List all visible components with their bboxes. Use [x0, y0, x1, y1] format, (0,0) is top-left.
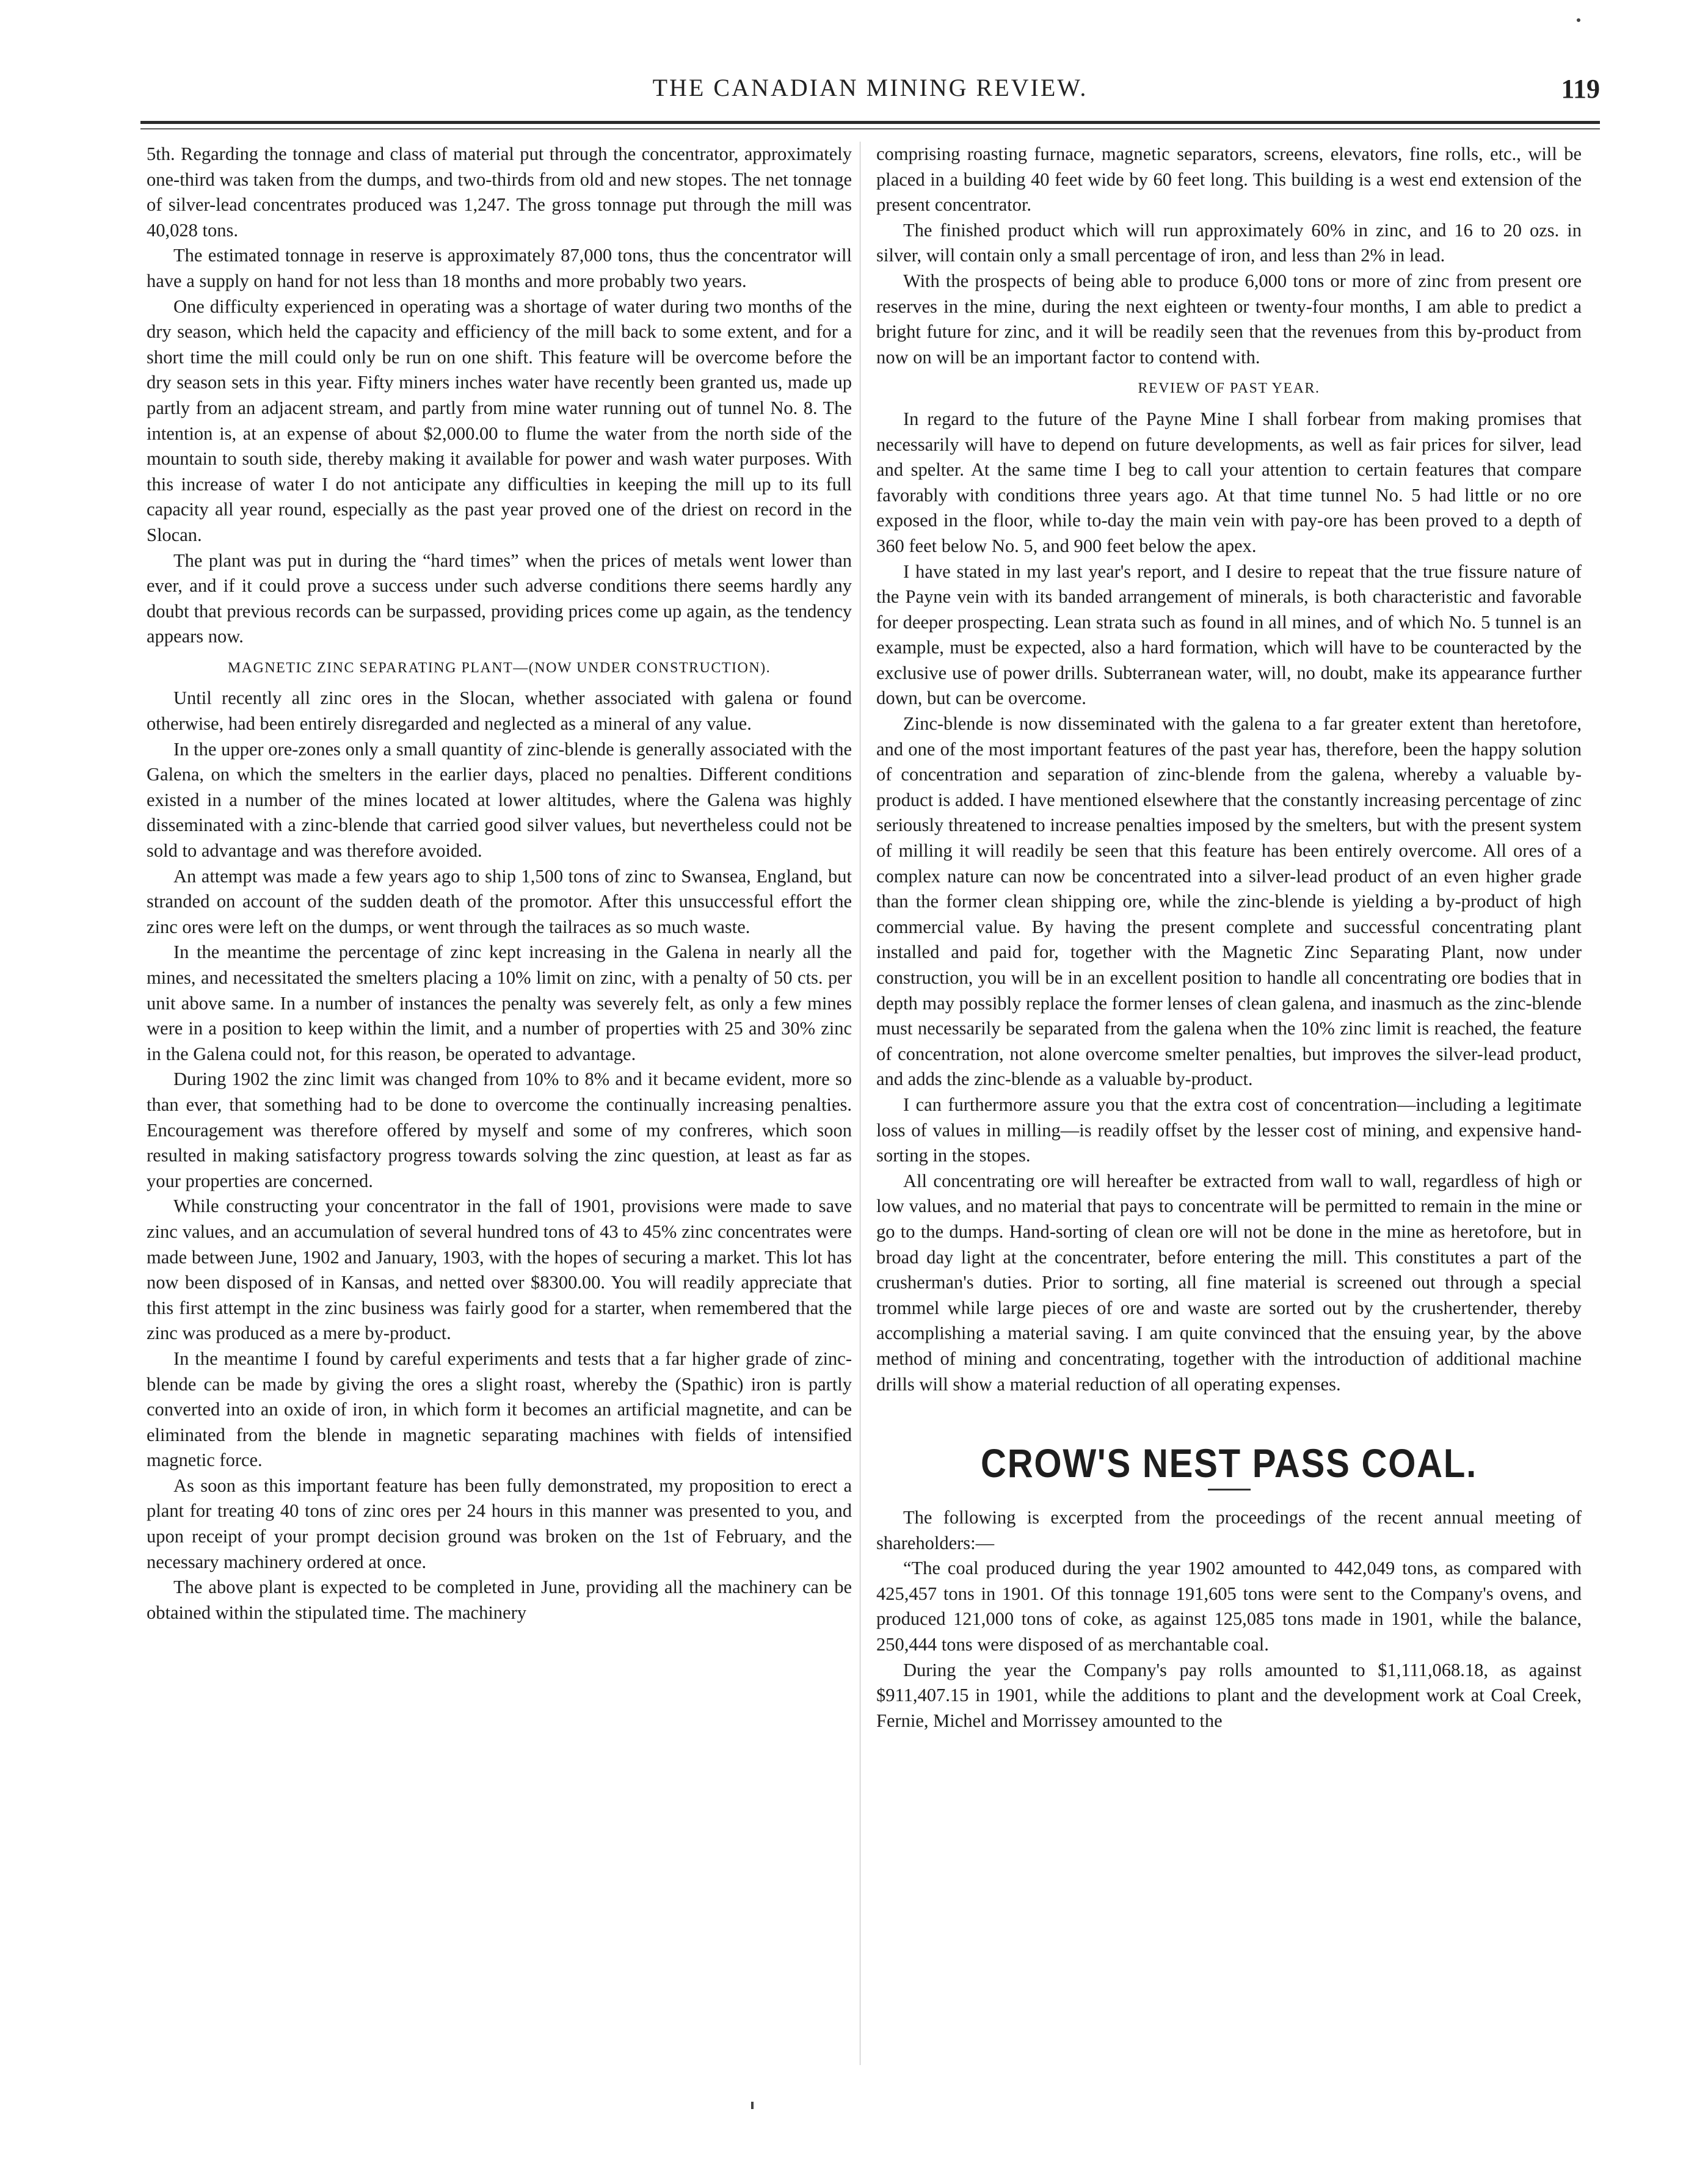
paragraph: The finished product which will run approximately 60% in zinc, and 16 to 20 ozs. in silver, will contain only a small percentage of iron, and less than 2% in lead. — [876, 219, 1582, 266]
paragraph: During 1902 the zinc limit was changed from 10% to 8% and it became evident, more so than ever, that something had to be done to overcome the continually increasing penalties. Encouragement was therefore offered by myself and some of my confreres, which soon resulted in making satisfactory progress towards solving the zinc question, at least as far as your properties are concerned. — [147, 1069, 852, 1191]
section-subheading: MAGNETIC ZINC SEPARATING PLANT—(NOW UNDER CONSTRUCTION). — [227, 659, 771, 676]
paragraph: The following is excerpted from the proceedings of the recent annual meeting of shareholders:— — [876, 1507, 1582, 1553]
right-column — [876, 142, 1582, 1734]
paragraph: All concentrating ore will hereafter be extracted from wall to wall, regardless of high or low values, and no material that pays to concentrate will be permitted to remain in the mine or go to the dumps. Hand-sorting of clean ore will not be done in the mine as heretofore, but in broad day light at the concentrater, before entering the mill. This constitutes a part of the crusherman's duties. Prior to sorting, all fine material is screened out through a special trommel while large pieces of ore and waste are sorted out by the crushertender, thereby accomplishing a material saving. I am quite convinced that the ensuing year, by the above method of mining and concentrating, together with the introduction of additional machine drills will show a material reduction of all operating expenses. — [876, 1170, 1582, 1395]
paragraph: In the meantime I found by careful experiments and tests that a far higher grade of zinc-blende can be made by giving the ores a slight roast, whereby the (Spathic) iron is partly converted into an oxide of iron, in which form it becomes an artificial magnetite, and can be eliminated from the blende in magnetic separating machines with fields of intensified magnetic force. — [147, 1348, 852, 1471]
paragraph: With the prospects of being able to produce 6,000 tons or more of zinc from present ore reserves in the mine, during the next eighteen or twenty-four months, I am able to predict a bright future for zinc, and it will be readily seen that the revenues from this by-product from now on will be an important factor to contend with. — [876, 270, 1582, 368]
title-rule — [1208, 1489, 1251, 1491]
paragraph: In regard to the future of the Payne Mine I shall forbear from making promises that necessarily will have to depend on future developments, as well as fair prices for silver, lead and spelter. At the same time I beg to call your attention to certain features that compare favorably with conditions three years ago. At that time tunnel No. 5 had little or no ore exposed in the floor, while to-day the main vein with pay-ore has been proved to a depth of 360 feet below No. 5, and 900 feet below the apex. — [876, 408, 1582, 556]
running-header — [140, 73, 1600, 112]
speck-mark — [1577, 18, 1580, 22]
paragraph: While constructing your concentrator in the fall of 1901, provisions were made to save zinc values, and an accumulation of several hundred tons of 43 to 45% zinc concentrates were made between June, 1902 and January, 1903, with the hopes of securing a market. This lot has now been disposed of in Kansas, and netted over $8300.00. You will readily appreciate that this first attempt in the zinc business was fairly good for a starter, when remembered that the zinc was produced as a mere by-product. — [147, 1196, 852, 1344]
paragraph: Until recently all zinc ores in the Slocan, whether associated with galena or found otherwise, had been entirely disregarded and neglected as a mineral of any value. — [147, 688, 852, 735]
paragraph: comprising roasting furnace, magnetic separators, screens, elevators, fine rolls, etc., will be placed in a building 40 feet wide by 60 feet long. This building is a west end extension of the present concentrator. — [876, 143, 1582, 216]
header-rule-thin — [140, 128, 1600, 129]
paragraph: In the meantime the percentage of zinc kept increasing in the Galena in nearly all the mines, and necessitated the smelters placing a 10% limit on zinc, with a penalty of 50 cts. per unit above same. In a number of instances the penalty was severely felt, as only a few mines were in a position to keep within the limit, and a number of properties with 25 and 30% zinc in the Galena could not, for this reason, be operated to advantage. — [147, 942, 852, 1064]
paragraph: The above plant is expected to be completed in June, providing all the machinery can be obtained within the stipulated time. The machinery — [147, 1577, 852, 1623]
header-rule-thick — [140, 121, 1600, 124]
paragraph: I have stated in my last year's report, and I desire to repeat that the true fissure nature of the Payne vein with its banded arrangement of minerals, is both characteristic and favorable for deeper prospecting. Lean strata such as found in all mines, and of which No. 5 tunnel is an example, must be expected, also a hard formation, which will have to be counteracted by the exclusive use of power drills. Subterranean water, will, no doubt, make its appearance further down, but can be overcome. — [876, 561, 1582, 709]
footer-mark — [751, 2102, 754, 2109]
article-title: CROW'S NEST PASS COAL. — [980, 1440, 1477, 1486]
paragraph: One difficulty experienced in operating was a shortage of water during two months of the dry season, which held the capacity and efficiency of the mill back to some extent, and for a short time the mill could only be run on one shift. This feature will be overcome before the dry season sets in this year. Fifty miners inches water have recently been granted us, made up partly from an adjacent stream, and partly from mine water running out of tunnel No. 8. The intention is, at an expense of about $2,000.00 to flume the water from the north side of the mountain to south side, thereby making it available for power and wash water purposes. With this increase of water I do not anticipate any difficulties in keeping the mill up to its full capacity all year round, especially as the past year proved one of the driest on record in the Slocan. — [147, 296, 852, 545]
paragraph: I can furthermore assure you that the extra cost of concentration—including a legitimate loss of values in milling—is readily offset by the lesser cost of mining, and expensive hand-sorting in the stopes. — [876, 1094, 1582, 1166]
paragraph: In the upper ore-zones only a small quantity of zinc-blende is generally associated with the Galena, on which the smelters in the earlier days, placed no penalties. Different conditions existed in a number of the mines located at lower altitudes, where the Galena was highly disseminated with a zinc-blende that carried good silver values, but nevertheless could not be sold to advantage and was therefore avoided. — [147, 738, 852, 862]
paragraph: Zinc-blende is now disseminated with the galena to a far greater extent than heretofore, and one of the most important features of the past year has, therefore, been the happy solution of concentration and separation of zinc-blende from the galena, whereby a valuable by-product is added. I have mentioned elsewhere that the constantly increasing percentage of zinc seriously threatened to increase penalties imposed by the smelters, but with the present system of milling it will readily be seen that this feature has been entirely overcome. All ores of a complex nature can now be concentrated into a silver-lead product of an even higher grade than the former clean shipping ore, while the zinc-blende is yielding a by-product of high commercial value. By having the present complete and successful concentrating plant installed and paid for, together with the Magnetic Zinc Separating Plant, now under construction, you will be in an excellent position to handle all concentrating ore bodies that in depth may possibly replace the former lenses of clean galena, and inasmuch as the zinc-blende must necessarily be separated from the galena when the 10% zinc limit is reached, the feature of concentration, not alone overcome smelter penalties, but improves the silver-lead product, and adds the zinc-blende as a valuable by-product. — [876, 713, 1582, 1090]
paragraph: “The coal produced during the year 1902 amounted to 442,049 tons, as compared with 425,457 tons in 1901. Of this tonnage 191,605 tons were sent to the Company's ovens, and produced 121,000 tons of coke, as against 125,085 tons made in 1901, while the balance, 250,444 tons were disposed of as merchantable coal. — [876, 1558, 1582, 1655]
paragraph: As soon as this important feature has been fully demonstrated, my proposition to erect a plant for treating 40 tons of zinc ores per 24 hours in this manner was presented to you, and upon receipt of your prompt decision ground was broken on the 1st of February, and the necessary machinery ordered at once. — [147, 1475, 852, 1572]
paragraph: 5th. Regarding the tonnage and class of material put through the concentrator, approximately one-third was taken from the dumps, and two-thirds from old and new stopes. The net tonnage of silver-lead concentrates produced was 1,247. The gross tonnage put through the mill was 40,028 tons. — [147, 143, 852, 241]
paragraph: The estimated tonnage in reserve is approximately 87,000 tons, thus the concentrator will have a supply on hand for not less than 18 months and more probably two years. — [147, 245, 852, 291]
section-subheading: REVIEW OF PAST YEAR. — [1138, 380, 1320, 397]
paragraph: An attempt was made a few years ago to ship 1,500 tons of zinc to Swansea, England, but stranded on account of the sudden death of the promotor. After this unsuccessful effort the zinc ores were left on the dumps, or went through the tailraces as so much waste. — [147, 865, 852, 937]
paragraph: During the year the Company's pay rolls amounted to $1,111,068.18, as against $911,407.15 in 1901, while the additions to plant and the development work at Coal Creek, Fernie, Michel and Morrissey amounted to the — [876, 1659, 1582, 1731]
journal-title: THE CANADIAN MINING REVIEW. — [652, 74, 1088, 101]
page-number: 119 — [1561, 74, 1600, 104]
paragraph: The plant was put in during the “hard times” when the prices of metals went lower than ever, and if it could prove a success under such adverse conditions there seems hardly any doubt that previous records can be surpassed, providing prices come up again, as the tendency appears now. — [147, 550, 852, 647]
left-column — [147, 142, 852, 1625]
